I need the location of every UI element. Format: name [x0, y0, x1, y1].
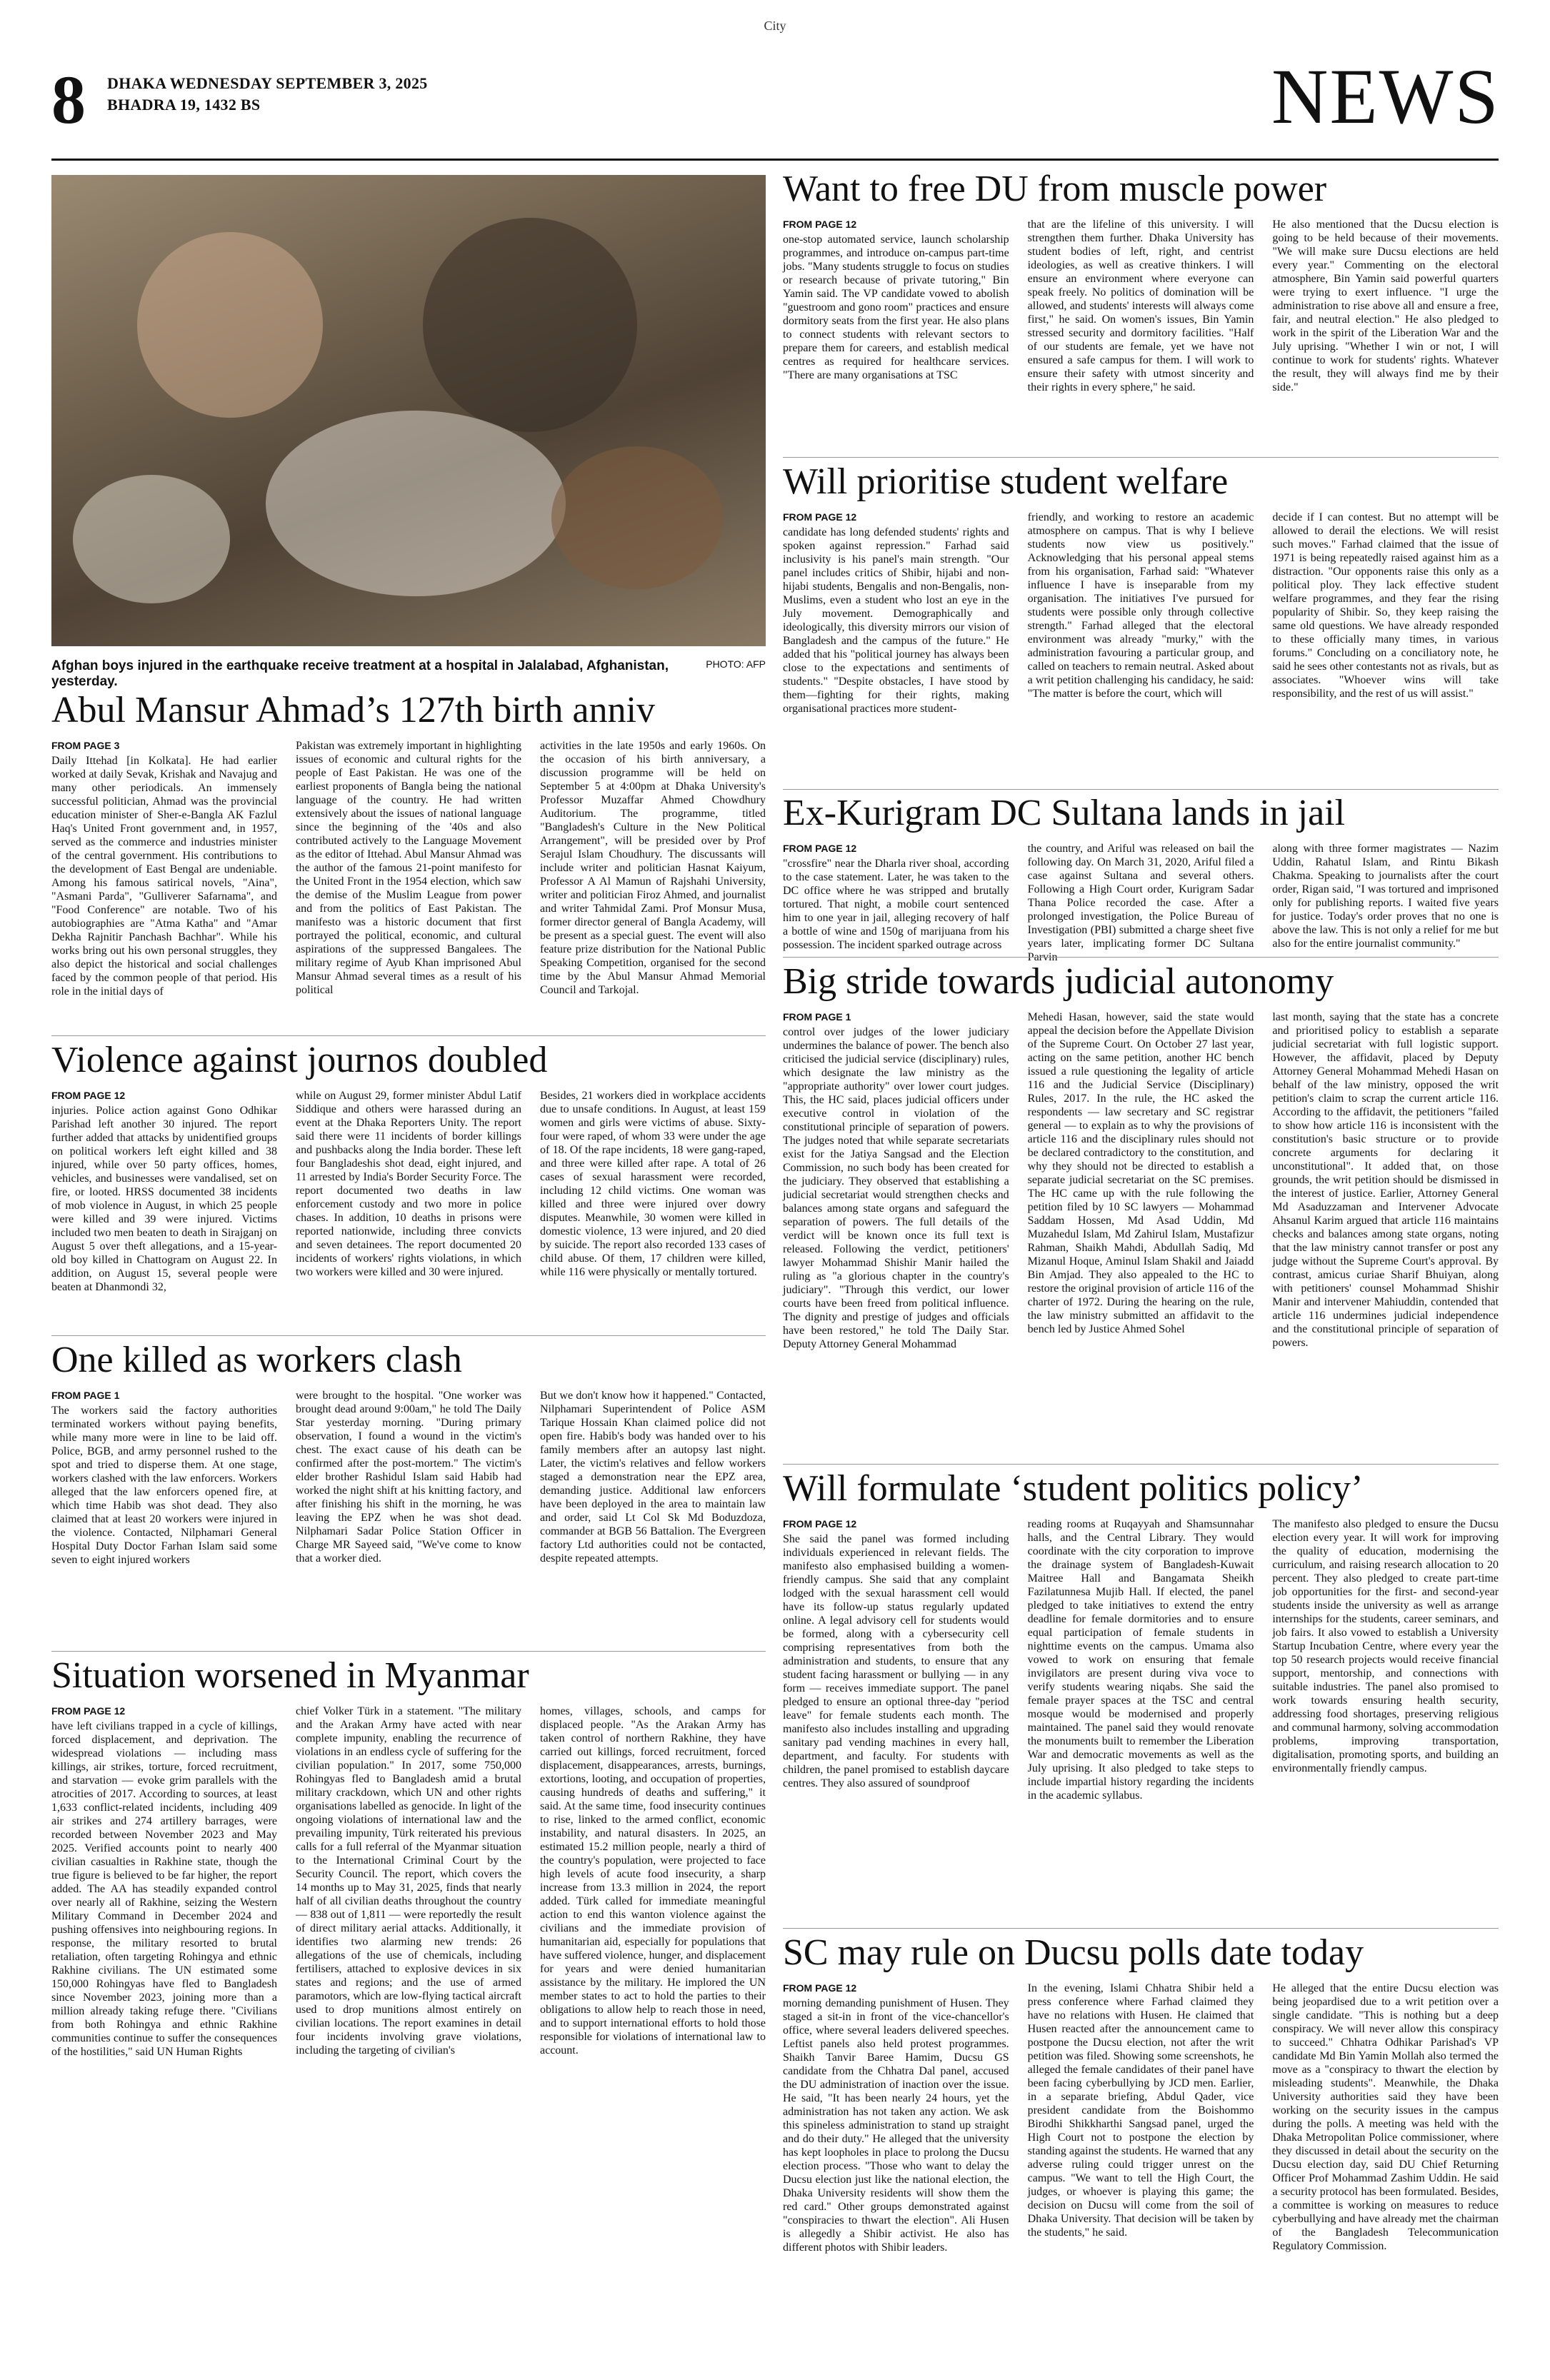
story-column — [51, 739, 277, 1025]
story-column — [51, 1704, 277, 2354]
headline-judicial: Big stride towards judicial autonomy — [783, 961, 1334, 1002]
story-column — [1272, 511, 1499, 778]
headline-violence: Violence against journos doubled — [51, 1040, 548, 1080]
story-text: In the evening, Islami Chhatra Shibir held a press conference where Farhad claimed they have no relations with Husen. He claimed that Husen reacted after the announcement came to postpone the Ducsu election, not after the writ petition was filed. Showing some screenshots, he alleged the female candidates of their panel have been facing cyberbullying by JCD men. Earlier, in a separate briefing, Abdul Qader, vice president candidate from the Boishommo Birodhi Shikkharthi Sangsad panel, urged the High Court not to postpone the election by standing against the students. He warned that any adverse ruling could trigger unrest on the campus. "We want to tell the High Court, the judges, or whoever is playing this game; the decision on Ducsu will come from the soil of Dhaka University. That decision will be taken by the students," he said. — [1027, 1982, 1254, 2239]
from-page-label: FROM PAGE 12 — [783, 218, 857, 230]
divider — [51, 1035, 766, 1036]
section-label: City — [764, 19, 786, 33]
story-text: "crossfire" near the Dharla river shoal, according to the case statement. Later, he was taken to the DC office where he was stripped and brutally tortured. That night, a mobile court sentenced him to one year in jail, alleging recovery of half a bottle of wine and 150g of marijuana from his possession. The incident sparked outrage across — [783, 857, 1009, 951]
date-bengali: BHADRA 19, 1432 BS — [107, 96, 261, 114]
story-text: last month, saying that the state has a concrete and prioritised policy to establish a separate judicial secretariat with full logistic support. However, the affidavit, placed by Deputy Attorney General Mohammad Mehedi Hasan on behalf of the law ministry, opposed the writ petition's claim to scrap the current article 116. According to the affidavit, the petitioners "failed to show how article 116 is inconsistent with the constitution's basic structure or to provide concrete arguments for declaring it unconstitutional". It added that, on those grounds, the writ petition should be dismissed in the interest of justice. Earlier, Attorney General Md Asaduzzaman and Intervener Advocate Ahsanul Karim argued that article 116 maintains checks and balances among state organs, noting that the law ministry cannot transfer or post any judge without the Supreme Court's approval. By contrast, amicus curiae Sharif Bhuiyan, along with petitioners' counsel Mohammad Shishir Manir and intervener Mahiuddin, contended that article 116 undermines judicial independence and the constitutional principle of separation of powers. — [1272, 1010, 1499, 1349]
photo-credit: PHOTO: AFP — [706, 658, 766, 670]
story-column — [540, 1089, 766, 1325]
news-photo — [51, 175, 766, 646]
from-page-label: FROM PAGE 12 — [51, 1089, 126, 1101]
story-text: chief Volker Türk in a statement. "The military and the Arakan Army have acted with near complete impunity, enabling the recurrence of violations in an endless cycle of suffering for the civilian population." In 2017, some 750,000 Rohingyas fled to Bangladesh amid a brutal military crackdown, which UN and other rights organisations labelled as genocide. In light of the ongoing violations of international law and the prevailing impunity, Türk reiterated his previous calls for a full referral of the Myanmar situation to the International Criminal Court by the Security Council. The report, which covers the 14 months up to May 31, 2025, finds that nearly half of all civilian deaths throughout the country — 838 out of 1,811 — were reportedly the result of direct military aerial attacks. Additionally, it identifies two alarming new trends: 26 allegations of the use of chemicals, including fertilisers, attached to explosive devices in six states and regions; and the use of armed paramotors, which are low-flying tactical aircraft used to drop munitions almost entirely on civilian locations. The report examines in detail four incidents involving grave violations, including the targeting of civilian's — [296, 1704, 521, 2057]
story-text: He also mentioned that the Ducsu election is going to be held because of their movements. "We will make sure Ducsu elections are held every year." Commenting on the electoral atmosphere, Bin Yamin said powerful quarters were trying to exert influence. "I urge the administration to rise above all and ensure a free, fair, and neutral election." He also pledged to work in the spirit of the Liberation War and the July uprising. "Whether I win or not, I will continue to work for students' rights. Whatever the result, they will always find me by their side." — [1272, 218, 1499, 393]
photo-caption — [51, 658, 766, 690]
divider — [51, 1651, 766, 1652]
headline-kurigram: Ex-Kurigram DC Sultana lands in jail — [783, 793, 1346, 833]
dateline — [107, 73, 428, 116]
story-text: control over judges of the lower judiciary undermines the balance of power. The bench also criticised the judicial service (disciplinary) rules, which designate the law ministry as the "appropriate authority" over lower court judges. This, the HC said, places judicial officers under executive control in violation of the constitutional principle of separation of powers. The judges noted that while separate secretariats exist for the Jatiya Sangsad and the Election Commission, no such body has been created for the judiciary. They observed that establishing a judicial secretariat would strengthen checks and balances among state organs and safeguard the separation of powers. The full details of the verdict will be known once its full text is released. Following the verdict, petitioners' lawyer Mohammad Shishir Manir hailed the ruling as "a glorious chapter in the country's judiciary". "Through this verdict, our lower courts have been freed from political influence. The dignity and prestige of judges and officials have been restored," he told The Daily Star. Deputy Attorney General Mohammad — [783, 1025, 1009, 1350]
from-page-label: FROM PAGE 12 — [783, 1517, 857, 1530]
story-abul — [51, 691, 766, 1034]
from-page-label: FROM PAGE 3 — [51, 739, 120, 751]
story-column — [1027, 842, 1254, 963]
story-kurigram — [783, 793, 1499, 963]
story-text: candidate has long defended students' rights and spoken against repression." Farhad said inclusivity is his panel's main strength. "Our panel includes critics of Shibir, hijabi and non-hijabi students, Bengalis and non-Bengalis, non-Muslims, even a student who lost an eye in the July movement. Demographically and ideologically, this diversity mirrors our vision of Bangladesh and the campus of the future." He added that his "political journey has always been close to the expectations and sentiments of students." "Despite obstacles, I have stood by them—fighting for their rights, making organisational practices more student- — [783, 526, 1009, 715]
story-text: She said the panel was formed including individuals experienced in relevant fields. The manifesto also emphasised building a women-friendly campus. She said that any complaint lodged with the sexual harassment cell would have its follow-up status regularly updated online. A legal advisory cell for students would be formed, along with a cybersecurity cell comprising representatives from both the administration and students, to ensure that any student facing harassment or bullying — in any form — receives immediate support. The panel pledged to ensure an optional three-day "period leave" for female students each month. The manifesto also includes installing and upgrading sanitary pad vending machines in every hall, department, and faculty. For students with children, the panel promised to establish daycare centres. They also assured of soundproof — [783, 1532, 1009, 1789]
story-policy — [783, 1470, 1499, 1927]
story-column — [1028, 511, 1254, 778]
story-text: Pakistan was extremely important in highlighting issues of economic and cultural rights for the people of East Pakistan. He was one of the earliest proponents of Bangla being the national language of the country. He had written extensively about the issues of national language since the beginning of the '40s and also contributed actively to the Language Movement as the editor of Ittehad. Abul Mansur Ahmad was the author of the famous 21-point manifesto for the United Front in the 1954 election, which saw the demise of the Muslim League from power and from the politics of East Pakistan. The manifesto was a historic document that first portrayed the political, economic, and cultural aspirations of the suppressed Bangalees. The military regime of Ayub Khan imprisoned Abul Mansur Ahmad several times as a result of his political — [296, 739, 521, 996]
story-text: The manifesto also pledged to ensure the Ducsu election every year. It will work for improving the quality of education, modernising the curriculum, and raising research allocation to 20 percent. They also pledged to create part-time job opportunities for the first- and second-year students inside the university as well as arrange internships for the students, career seminars, and job fairs. It also vowed to establish a University Startup Incubation Centre, where every year the top 50 research projects would receive financial support, mentorship, and connections with suitable industries. The panel also promised to work towards ensuring health security, addressing food shortages, preserving religious and communal harmony, solving accommodation problems, improving transportation, digitalisation, promoting sports, and building an environmentally friendly campus. — [1272, 1517, 1499, 1774]
divider — [783, 457, 1499, 458]
headline-myanmar: Situation worsened in Myanmar — [51, 1655, 529, 1696]
story-text: have left civilians trapped in a cycle of killings, forced displacement, and deprivation. The widespread violations — including mass killings, air strikes, torture, forced recruitment, and starvation — evoke grim parallels with the atrocities of 2017. According to sources, at least 1,633 conflict-related incidents, including 409 air strikes and 274 artillery barrages, were recorded between November 2023 and May 2025. Verified accounts point to nearly 400 civilian casualties in Rakhine state, though the true figure is believed to be far higher, the report added. The AA has steadily expanded control over nearly all of Rakhine, seizing the Western Military Command in December 2024 and pushing offensives into neighbouring regions. In response, the military resorted to brutal retaliation, often targeting Rohingya and ethnic Rakhine civilians. The UN estimated some 150,000 Rohingyas have fled to Bangladesh since November 2023, joining more than a million already taking refuge there. "Civilians from both Rohingya and ethnic Rakhine communities continue to suffer the consequences of the hostilities," said UN Human Rights — [51, 1719, 277, 2058]
story-text: one-stop automated service, launch scholarship programmes, and introduce on-campus part-time jobs. "Many students struggle to focus on studies or research because of private tutoring," Bin Yamin said. The VP candidate vowed to abolish "guestroom and gono room" practices and ensure dormitory seats from the first year. He also plans to connect students with relevant sectors to prepare them for careers, and establish medical centres as required for healthcare services. "There are many organisations at TSC — [783, 233, 1009, 381]
story-column — [51, 1089, 277, 1325]
story-column — [1272, 1982, 1499, 2353]
story-judicial — [783, 963, 1499, 1462]
story-column — [540, 1704, 766, 2354]
story-text: The workers said the factory authorities terminated workers without paying benefits, while many more were in line to be laid off. Police, BGB, and army personnel rushed to the spot and tried to disperse them. At one stage, workers clashed with the law enforcers. Workers alleged that the law enforcers opened fire, at which time Habib was shot dead. They also claimed that at least 20 workers were injured in the violence. Contacted, Nilphamari General Hospital Duty Doctor Farhan Islam said some seven to eight injured workers — [51, 1404, 277, 1566]
story-column — [783, 1517, 1009, 1917]
divider — [783, 789, 1499, 790]
story-column — [1028, 1982, 1254, 2353]
from-page-label: FROM PAGE 12 — [783, 1982, 857, 1994]
from-page-label: FROM PAGE 12 — [51, 1704, 126, 1717]
story-text: Besides, 21 workers died in workplace accidents due to unsafe conditions. In August, at least 159 women and girls were victims of abuse. Sixty-four were raped, of whom 33 were under the age of 18. Of the rape incidents, 18 were gang-raped, and three were killed after rape. A total of 26 cases of sexual harassment were recorded, including 12 child victims. One woman was killed and three were injured over dowry disputes. Meanwhile, 30 women were killed in domestic violence, 13 were injured, and 20 died by suicide. The report also recorded 133 cases of child abuse. Of them, 17 children were killed, while 116 were physically or mentally tortured. — [540, 1089, 766, 1278]
story-text: friendly, and working to restore an academic atmosphere on campus. That is why I believe students now view us positively." Acknowledging that his personal appeal stems from his organisation, Farhad said: "Whatever influence I have is inseparable from my organisation. The initiatives I've pursued for students were possible only through collective strength." Farhad alleged that the electoral environment was already "murky," with the administration favouring a particular group, and called on teachers to remain neutral. Asked about a writ petition challenging his candidacy, he said: "The matter is before the court, which will — [1027, 511, 1254, 700]
story-du — [783, 170, 1499, 456]
story-text: were brought to the hospital. "One worker was brought dead around 9:00am," he told The Daily Star yesterday morning. "During primary observation, I found a wound in the victim's chest. The exact cause of his death can be confirmed after the post-mortem." The victim's elder brother Rashidul Islam said Habib had worked the night shift at his knitting factory, and after finishing his shift in the morning, he was leaving the EPZ when he was shot dead. Nilphamari Sadar Police Station Officer in Charge MR Sayeed said, "We've come to know that a worker died. — [296, 1389, 521, 1565]
story-text: along with three former magistrates — Nazim Uddin, Rahatul Islam, and Rintu Bikash Chakma. Speaking to journalists after the court order, Rigan said, "I was tortured and imprisoned only for publishing reports. I waited five years for justice. Today's order proves that no one is above the law. This is not only a relief for me but also for the entire journalist community." — [1272, 842, 1499, 950]
divider — [783, 957, 1499, 958]
divider — [783, 1464, 1499, 1465]
story-column — [783, 1982, 1009, 2353]
story-text: that are the lifeline of this university. I will strengthen them further. Dhaka University has student bodies of left, right, and centrist ideologies, as well as creative thinkers. I will ensure an environment where everyone can speak freely. No politics of domination will be allowed, and students' interests will always come first," he said. On women's issues, Bin Yamin stressed security and dormitory facilities. "Half of our students are female, yet we have not ensured a safe campus for them. I will work to ensure their safety with utmost sincerity and their rights in every sphere," he said. — [1027, 218, 1254, 393]
story-text: the country, and Ariful was released on bail the following day. On March 31, 2020, Ariful filed a case against Sultana and several others. Following a High Court order, Kurigram Sadar Thana Police recorded the case. After a prolonged investigation, the Police Bureau of Investigation (PBI) submitted a charge sheet five years later, implicating former DC Sultana Parvin — [1027, 842, 1254, 963]
header-rule — [51, 159, 1499, 161]
masthead: NEWS — [1271, 53, 1500, 140]
story-sc — [783, 1934, 1499, 2362]
story-column — [1272, 218, 1499, 446]
story-text: But we don't know how it happened." Contacted, Nilphamari Superintendent of Police ASM Tarique Hossain Khan claimed police did not open fire. Habib's body was handed over to his family members after an autopsy last night. Later, the victim's relatives and fellow workers staged a demonstration near the EPZ area, demanding justice. Additional law enforcers have been deployed in the area to maintain law and order, said Lt Col Sk Md Boduzdoza, commander at BGB 56 Battalion. The Evergreen factory Ltd authorities could not be contacted, despite repeated attempts. — [540, 1389, 766, 1565]
headline-welfare: Will prioritise student welfare — [783, 461, 1229, 502]
story-text: Daily Ittehad [in Kolkata]. He had earlier worked at daily Sevak, Krishak and Navajug and many other periodicals. An immensely successful politician, Ahmad was the provincial education minister of Sher-e-Bangla AK Fazlul Haq's United Front government and, in 1957, served as the commerce and industries minister of the central government. His contributions to the development of East Bengal are undeniable. Among his famous satirical novels, "Aina", "Asmani Parda", "Gulliverer Safarnama", and "Food Conference" are notable. Two of his autobiographies are "Atma Katha" and "Amar Dekha Rajnitir Panchash Bachhar". While his works bring out his own personal struggles, they also depict the historical and social challenges faced by the common people of that period. His role in the initial days of — [51, 754, 277, 998]
divider — [783, 1928, 1499, 1929]
story-column — [1028, 1517, 1254, 1917]
story-column — [1028, 1010, 1254, 1453]
story-text: injuries. Police action against Gono Odhikar Parishad left another 30 injured. The report further added that attacks by unidentified groups on political workers left eight killed and 38 injured, while over 50 party offices, homes, vehicles, and businesses were vandalised, set on fire, or looted. HRSS documented 38 incidents of mob violence in August, in which 25 people were killed and 39 were injured. Victims included two men beaten to death in Sirajganj on August 5 over theft allegations, and a 15-year-old boy killed in Chattogram on August 22. In addition, on August 15, several people were beaten at Dhanmondi 32, — [51, 1104, 277, 1293]
story-column — [296, 1389, 521, 1639]
story-column — [783, 511, 1009, 778]
from-page-label: FROM PAGE 12 — [783, 842, 857, 854]
story-text: He alleged that the entire Ducsu election was being jeopardised due to a writ petition over a single candidate. "This is nothing but a deep conspiracy. We will never allow this conspiracy to succeed." Chhatra Odhikar Parishad's VP candidate Md Bin Yamin Mollah also termed the move as a "conspiracy to thwart the election by misleading students". Meanwhile, the Dhaka University authorities said they have been working on the security issues in the campus during the polls. A meeting was held with the Dhaka Metropolitan Police commissioner, where they discussed in detail about the security on the Ducsu election day, said DU Chief Returning Officer Prof Mohammad Zashim Uddin. He said a security protocol has been formulated. Besides, a committee is working on measures to reduce cyberbullying and have already met the chairman of the Bangladesh Telecommunication Regulatory Commission. — [1272, 1982, 1499, 2252]
story-text: morning demanding punishment of Husen. They staged a sit-in in front of the vice-chancellor's office, where several leaders delivered speeches. Leftist panels also held protest programmes. Shaikh Tanvir Baree Hamim, Ducsu GS candidate from the Chhatra Dal panel, accused the DU administration of inaction over the issue. He said, "It has been nearly 24 hours, yet the administration has not taken any action. We ask this spineless administration to stand up straight and do their duty." He alleged that the university has kept loopholes in place to prolong the Ducsu election process. "Those who want to delay the Ducsu election just like the national election, the Dhaka University residents will show them the red card." Other groups demonstrated against "conspiracies to thwart the election". Ali Husen is allegedly a Shibir activist. He also has different photos with Shibir leaders. — [783, 1997, 1009, 2254]
story-text: reading rooms at Ruqayyah and Shamsunnahar halls, and the Central Library. They would coordinate with the city corporation to improve the drainage system of Bangladesh-Kuwait Maitree Hall and Bangamata Sheikh Fazilatunnesa Mujib Hall. If elected, the panel pledged to take initiatives to extend the entry deadline for female dormitories and to ensure equal participation of female students in nighttime events on the campus. Umama also vowed to work on ensuring that female invigilators are present during viva voce to verify students wearing niqabs. She said the female prayer spaces at the TSC and central mosque would be modernised and properly maintained. The panel said they would renovate the monuments built to remember the Liberation War and democratic movements as well as the July uprising. It also pledged to take steps to include impartial history regarding the incidents in the academic syllabus. — [1027, 1517, 1254, 1802]
headline-sc: SC may rule on Ducsu polls date today — [783, 1932, 1364, 1973]
story-text: while on August 29, former minister Abdul Latif Siddique and others were harassed during an event at the Dhaka Reporters Unity. The report said there were 11 incidents of border killings and pushbacks along the India border. These left four Bangladeshis shot dead, eight injured, and 11 arrested by India's Border Security Force. The report documented two deaths in law enforcement custody and two more in police chases. In addition, 10 deaths in prisons were reported nationwide, including three convicts and seven detainees. The report documented 20 incidents of workers' rights violations, in which two workers were killed and 30 were injured. — [296, 1089, 521, 1278]
story-column — [1272, 1517, 1499, 1917]
story-myanmar — [51, 1657, 766, 2364]
story-text: activities in the late 1950s and early 1960s. On the occasion of his birth anniversary, a discussion programme will be held on September 5 at 4:00pm at Dhaka University's Professor Muzaffar Ahmed Chowdhury Auditorium. The programme, titled "Bangladesh's Culture in the New Political Arrangement", will be presided over by Prof Serajul Islam Choudhury. The discussants will include writer and politician Hasnat Kaiyum, Professor A Al Mamun of Rajshahi University, writer and politician Firoz Ahmed, and journalist and writer Tahmidal Zami. Prof Monsur Musa, former director general of Bangla Academy, will be present as a special guest. The event will also feature prize distribution for the National Public Speaking Competition, organised for the second time by the Abul Mansur Ahmad Memorial Council and Tarkojal. — [540, 739, 766, 996]
story-column — [1272, 1010, 1499, 1453]
story-column — [296, 1704, 521, 2354]
caption-text: Afghan boys injured in the earthquake receive treatment at a hospital in Jalalabad, Afghanistan, yesterday. — [51, 658, 669, 689]
date-english: DHAKA WEDNESDAY SEPTEMBER 3, 2025 — [107, 74, 428, 92]
story-column — [783, 842, 1009, 951]
story-violence — [51, 1041, 766, 1334]
story-welfare — [783, 463, 1499, 788]
story-text: homes, villages, schools, and camps for displaced people. "As the Arakan Army has taken control of northern Rakhine, they have carried out killings, forced recruitment, forced displacement, disappearances, arrests, burnings, extortions, looting, and occupation of properties, causing hundreds of deaths and suffering," it said. At the same time, food insecurity continues to rise, linked to the armed conflict, economic instability, and natural disasters. In 2025, an estimated 15.2 million people, nearly a third of the country's population, were projected to face high levels of acute food insecurity, a sharp increase from 13.3 million in 2024, the report added. Türk called for immediate meaningful action to end this wanton violence against the civilians and the immediate provision of humanitarian aid, especially for populations that have suffered violence, hunger, and displacement for years and were denied humanitarian assistance by the military. He implored the UN member states to act to hold the parties to their obligations to allow help to reach those in need, and to support international efforts to hold those responsible for violations of international law to account. — [540, 1704, 766, 2057]
story-column — [783, 1010, 1009, 1453]
headline-clash: One killed as workers clash — [51, 1340, 462, 1380]
page-number: 8 — [51, 61, 86, 138]
story-clash — [51, 1341, 766, 1648]
story-column — [540, 1389, 766, 1639]
story-column — [540, 739, 766, 1025]
headline-abul: Abul Mansur Ahmad’s 127th birth anniv — [51, 690, 655, 730]
headline-policy: Will formulate ‘student politics policy’ — [783, 1468, 1364, 1509]
from-page-label: FROM PAGE 1 — [783, 1010, 851, 1023]
story-column — [1272, 842, 1499, 948]
story-column — [783, 218, 1009, 446]
story-text: Mehedi Hasan, however, said the state would appeal the decision before the Appellate Division of the Supreme Court. On October 27 last year, acting on the same petition, another HC bench issued a rule questioning the legality of article 116 and the Judicial Service (Disciplinary) Rules, 2017. In the rule, the HC asked the respondents — law secretary and SC registrar general — to explain as to why the provisions of article 116 and the disciplinary rules should not be declared contradictory to the constitution, and why they should not be directed to establish a separate judicial secretariat on the SC premises. The HC came up with the rule following the petition filed by 10 SC lawyers — Mohammad Saddam Hossen, Md Asad Uddin, Md Muzahedul Islam, Md Zahirul Islam, Mustafizur Rahman, Shaikh Mahdi, Abdullah Sadiq, Md Mizanul Hoque, Aminul Islam Shakil and Jaiadd Bin Amjad. They also appealed to the HC to restore the original provision of article 116 of the charter of 1972. During the hearing on the rule, the law ministry submitted an affidavit to the bench led by Justice Ahmed Sohel — [1027, 1010, 1254, 1335]
from-page-label: FROM PAGE 12 — [783, 511, 857, 523]
story-text: decide if I can contest. But no attempt will be allowed to derail the elections. We will resist such moves." Farhad claimed that the issue of 1971 is being repeatedly raised against him as a distraction. "Our opponents raise this only as a political ploy. They lack effective student welfare programmes, and they fear the rising popularity of Shibir. So, they keep raising the same old questions. We have already responded to these officially many times, in various forums." Concluding on a conciliatory note, he said he sees other contestants not as rivals, but as associates. "Whoever wins will take responsibility, and the rest of us will assist." — [1272, 511, 1499, 700]
from-page-label: FROM PAGE 1 — [51, 1389, 120, 1401]
story-column — [1028, 218, 1254, 446]
story-column — [296, 1089, 521, 1325]
headline-du: Want to free DU from muscle power — [783, 169, 1327, 209]
story-column — [296, 739, 521, 1025]
divider — [51, 1335, 766, 1336]
story-column — [51, 1389, 277, 1639]
